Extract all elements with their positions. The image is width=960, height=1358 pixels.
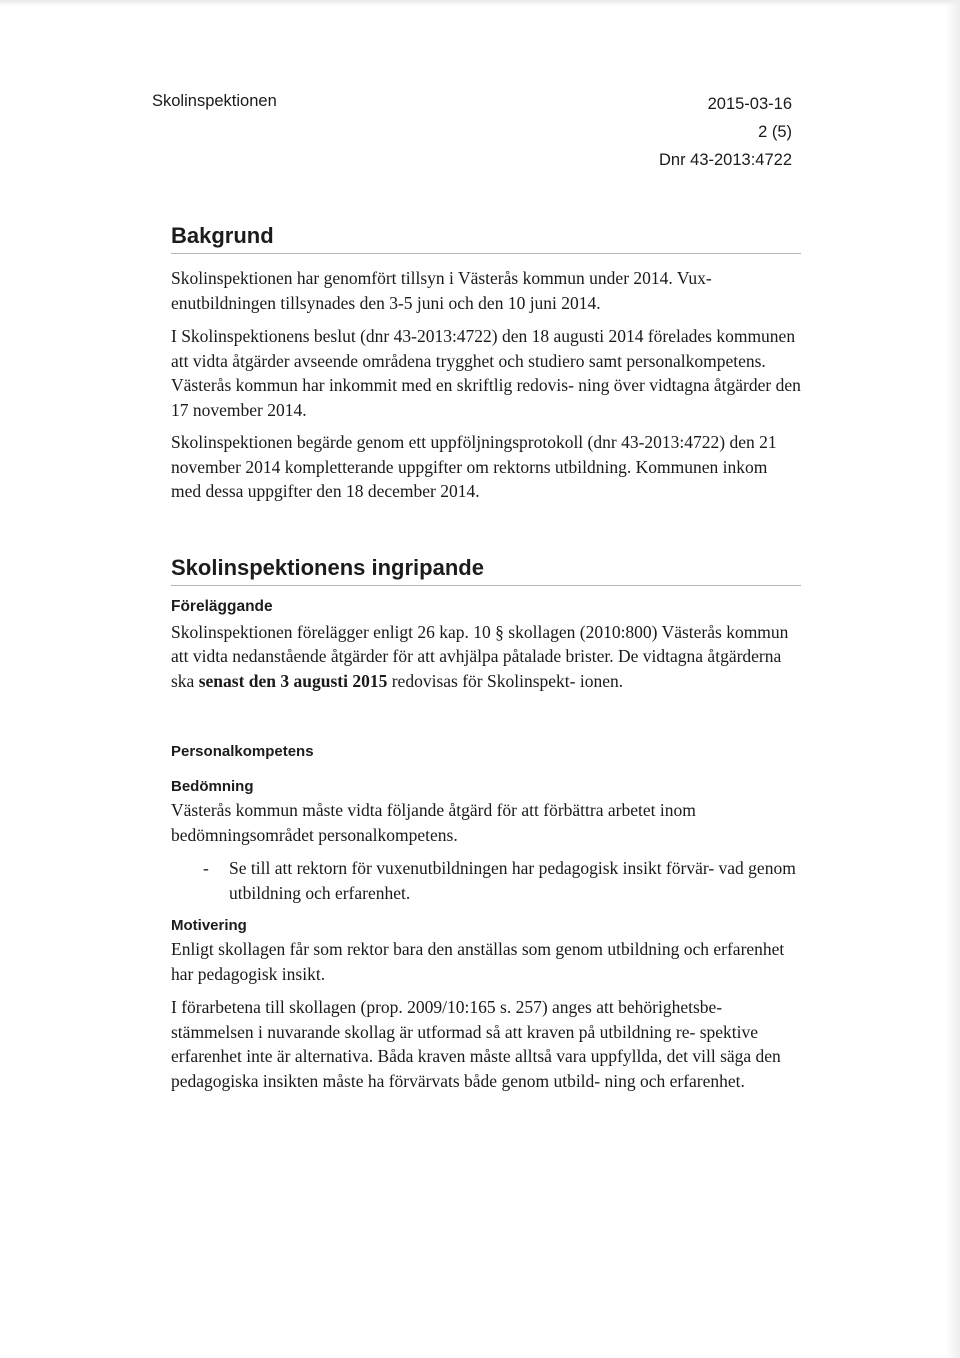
deadline-emphasis: senast den 3 augusti 2015: [198, 670, 388, 691]
bakgrund-paragraph-2: I Skolinspektionens beslut (dnr 43-2013:4722) den 18 augusti 2014 förelades kommunen att vidta åtgärder avseende områdena trygghet och studiero samt personalkompetens. Västerås kommun har inkommit med en skriftlig redovis- ning över vidtagna åtgärder den 17 november 2014.: [171, 326, 801, 420]
diary-number: Dnr 43-2013:4722: [658, 151, 792, 169]
motivering-paragraph-1: Enligt skollagen får som rektor bara den anställas som genom utbildning och erfarenhet har pedagogisk insikt.: [171, 939, 785, 984]
document-date: 2015-03-16: [707, 95, 792, 113]
subheading-bedomning: Bedömning: [171, 778, 254, 795]
bakgrund-paragraph-3: Skolinspektionen begärde genom ett uppföljningsprotokoll (dnr 43-2013:4722) den 21 november 2014 kompletterande uppgifter om rektorns utbildning. Kommunen inkom med dessa uppgifter den 18 december 2014.: [171, 432, 777, 501]
scan-edge-top: [0, 0, 960, 6]
scan-edge-right: [946, 0, 960, 1358]
bakgrund-paragraph-1: Skolinspektionen har genomfört tillsyn i Västerås kommun under 2014. Vux- enutbildningen tillsynades den 3-5 juni och den 10 juni 2014.: [171, 268, 712, 313]
subheading-forelaggande: Föreläggande: [171, 597, 273, 615]
header-meta: [659, 90, 792, 174]
list-dash: -: [203, 858, 209, 878]
subheading-motivering: Motivering: [171, 917, 247, 934]
heading-ingripande: Skolinspektionens ingripande: [171, 554, 801, 586]
heading-bakgrund: Bakgrund: [171, 222, 801, 254]
requirement-list-item: [171, 856, 801, 905]
document-body: [171, 222, 801, 1093]
requirement-text: Se till att rektorn för vuxenutbildningen har pedagogisk insikt förvär- vad genom utbildning och erfarenhet.: [229, 858, 796, 903]
heading-personalkompetens: Personalkompetens: [171, 743, 314, 760]
forelaggande-text-start: Skolinspektionen förelägger enligt 26 kap. 10 § skollagen (2010:800) Västerås kommun att vidta nedanstående åtgärder för att avhjälpa påtalade brister. De vidtagna åtgärderna ska: [171, 621, 789, 691]
forelaggande-text-end: redovisas för Skolinspekt- ionen.: [387, 670, 624, 691]
organization-name: Skolinspektionen: [152, 92, 277, 110]
forelaggande-paragraph: [171, 620, 801, 694]
motivering-paragraph-2: I förarbetena till skollagen (prop. 2009/10:165 s. 257) anges att behörighetsbe- stämmelsen i nuvarande skollag är utformad så att kraven på utbildning re- spektive erfarenhet inte är alternativa. Båda kraven måste alltså vara uppfyllda, det vill säga den pedagogiska insikten måste ha förvärvats både genom utbild- ning och erfarenhet.: [171, 997, 781, 1091]
bedomning-paragraph: Västerås kommun måste vidta följande åtgärd för att förbättra arbetet inom bedömningsområdet personalkompetens.: [171, 800, 696, 845]
page-number: 2 (5): [758, 123, 792, 141]
